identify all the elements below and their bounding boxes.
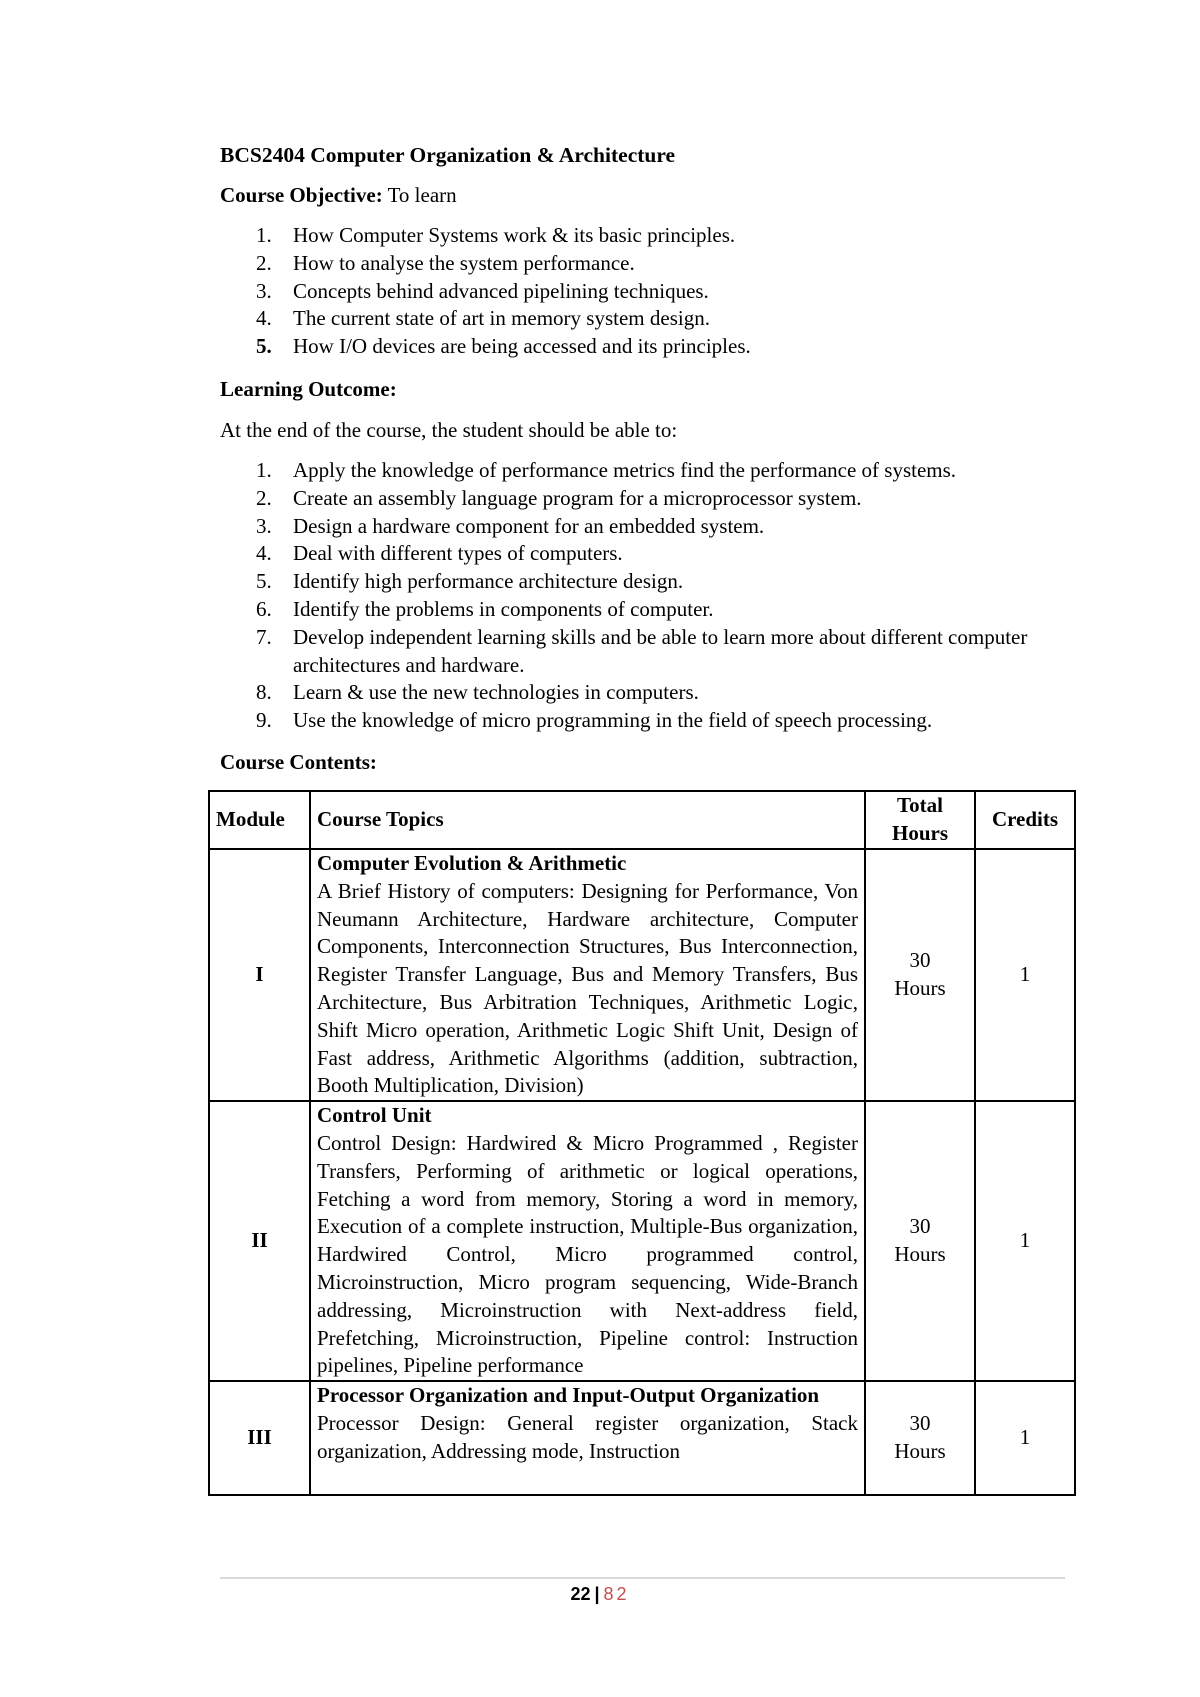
topics-cell [310, 1101, 865, 1381]
list-item: 2. Create an assembly language program for a microprocessor system. [256, 485, 862, 510]
list-item: 5. How I/O devices are being accessed and its principles. [256, 334, 751, 359]
page-separator: | [594, 1584, 600, 1604]
list-item: 3. Design a hardware component for an embedded system. [256, 513, 765, 538]
page-footer [0, 1584, 1200, 1605]
topic-text: Control Design: Hardwired & Micro Programmed , Register Transfers, Performing of arithmetic or logical operations, Fetching a word from memory, Storing a word in memory, Execution of a complete instruction, Multiple-Bus organization, Hardwired Control, Micro programmed control, Microinstruction, Micro program sequencing, Wide-Branch addressing, Microinstruction with Next-address field, Prefetching, Microinstruction, Pipeline control: Instruction pipelines, Pipeline performance [317, 1130, 858, 1378]
page-number: 22 [570, 1584, 591, 1604]
topics-cell [310, 849, 865, 1101]
course-title: BCS2404 Computer Organization & Architecture [220, 143, 676, 167]
list-item: 8. Learn & use the new technologies in computers. [256, 680, 699, 705]
module-cell: III [209, 1381, 310, 1495]
table-header-row [209, 791, 1075, 849]
topic-text: A Brief History of computers: Designing for Performance, Von Neumann Architecture, Hardware architecture, Computer Components, Interconnection Structures, Bus Interconnection, Register Transfer Language, Bus and Memory Transfers, Bus Architecture, Bus Arbitration Techniques, Arithmetic Logic, Shift Micro operation, Arithmetic Logic Shift Unit, Design of Fast address, Arithmetic Algorithms (addition, subtraction, Booth Multiplication, Division) [317, 878, 858, 1098]
module-cell: I [209, 849, 310, 1101]
header-credits: Credits [975, 791, 1075, 849]
course-contents-table [208, 790, 1076, 1496]
hours-cell: 30 Hours [865, 849, 975, 1101]
table-row [209, 1381, 1075, 1495]
hours-cell: 30 Hours [865, 1381, 975, 1495]
list-item: 7. Develop independent learning skills and be able to learn more about different computer architectures and hardware. [256, 624, 1028, 677]
topic-text: Processor Design: General register organization, Stack organization, Addressing mode, Instruction [317, 1410, 858, 1463]
footer-divider [220, 1577, 1065, 1579]
credits-cell: 1 [975, 1101, 1075, 1381]
list-item: 2. How to analyse the system performance. [256, 250, 635, 275]
module-cell: II [209, 1101, 310, 1381]
credits-cell: 1 [975, 849, 1075, 1101]
list-item: 5. Identify high performance architecture design. [256, 569, 684, 594]
topic-title: Processor Organization and Input-Output Organization [317, 1383, 820, 1408]
table-row [209, 849, 1075, 1101]
list-item: 6. Identify the problems in components of computer. [256, 596, 714, 621]
learning-outcome-intro: At the end of the course, the student should be able to: [220, 418, 678, 442]
topic-title: Control Unit [317, 1103, 432, 1128]
header-total-hours: Total Hours [865, 791, 975, 849]
list-item: 9. Use the knowledge of micro programming in the field of speech processing. [256, 708, 933, 733]
objectives-list [220, 222, 751, 361]
course-objective-text: To learn [382, 183, 457, 207]
credits-cell: 1 [975, 1381, 1075, 1495]
learning-outcome-heading: Learning Outcome: [220, 377, 397, 401]
hours-cell: 30 Hours [865, 1101, 975, 1381]
list-item: 4. The current state of art in memory system design. [256, 306, 710, 331]
topics-cell-clip [317, 1382, 858, 1494]
table-row [209, 1101, 1075, 1381]
list-item: 3. Concepts behind advanced pipelining techniques. [256, 278, 709, 303]
list-item: 1. How Computer Systems work & its basic principles. [256, 223, 736, 247]
total-pages: 82 [603, 1584, 630, 1604]
list-item: 4. Deal with different types of computers. [256, 541, 623, 566]
course-contents-heading: Course Contents: [220, 750, 377, 774]
list-item: 1. Apply the knowledge of performance metrics find the performance of systems. [256, 458, 957, 482]
course-objective-label: Course Objective: [220, 183, 383, 207]
course-objective [220, 183, 457, 208]
header-module: Module [209, 791, 310, 849]
topic-title: Computer Evolution & Arithmetic [317, 851, 627, 875]
topics-cell [310, 1381, 865, 1495]
header-course-topics: Course Topics [310, 791, 865, 849]
outcomes-list [220, 457, 1100, 735]
